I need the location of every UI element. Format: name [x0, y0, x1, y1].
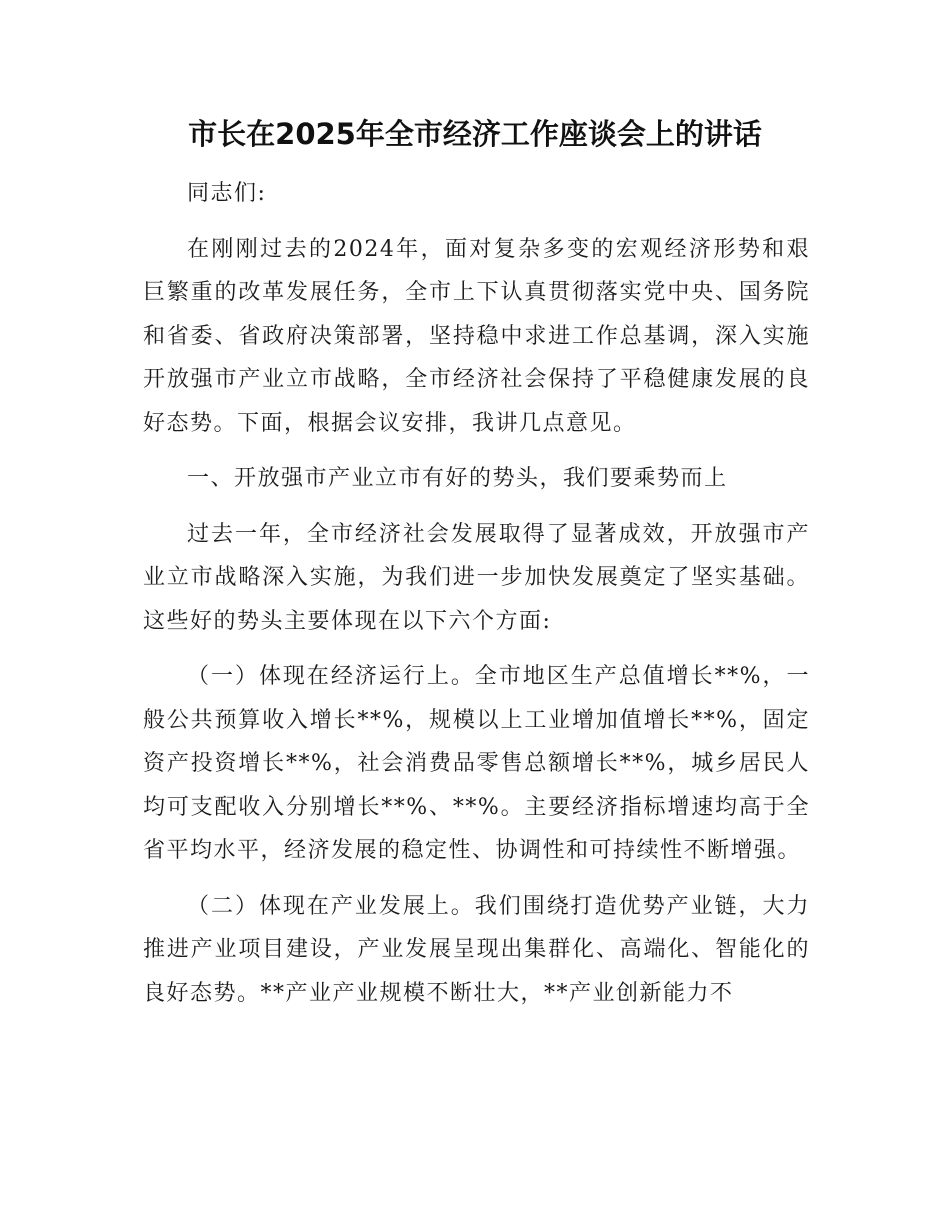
- paragraph-overview: 过去一年，全市经济社会发展取得了显著成效，开放强市产业立市战略深入实施，为我们进一步加快发展奠定了坚实基础。这些好的势头主要体现在以下六个方面:: [143, 521, 810, 634]
- document-title: 市长在2025年全市经济工作座谈会上的讲话: [188, 117, 762, 151]
- paragraph-economic-operation: （一）体现在经济运行上。全市地区生产总值增长**%，一般公共预算收入增长**%，规模以上工业增加值增长**%，固定资产投资增长**%，社会消费品零售总额增长**%，城乡居民人均可支配收入分别增长**%、**%。主要经济指标增速均高于全省平均水平，经济发展的稳定性、协调性和可持续性不断增强。: [143, 664, 810, 863]
- paragraph-industry-development: （二）体现在产业发展上。我们围绕打造优势产业链，大力推进产业项目建设，产业发展呈现出集群化、高端化、智能化的良好态势。**产业产业规模不断壮大，**产业创新能力不: [143, 893, 810, 1006]
- section-heading-1: 一、开放强市产业立市有好的势头，我们要乘势而上: [187, 466, 728, 491]
- salutation: 同志们:: [187, 181, 267, 206]
- document-body: [143, 172, 810, 1027]
- paragraph-intro: 在刚刚过去的2024年，面对复杂多变的宏观经济形势和艰巨繁重的改革发展任务，全市上下认真贯彻落实党中央、国务院和省委、省政府决策部署，坚持稳中求进工作总基调，深入实施开放强市产业立市战略，全市经济社会保持了平稳健康发展的良好态势。下面，根据会议安排，我讲几点意见。: [143, 236, 810, 436]
